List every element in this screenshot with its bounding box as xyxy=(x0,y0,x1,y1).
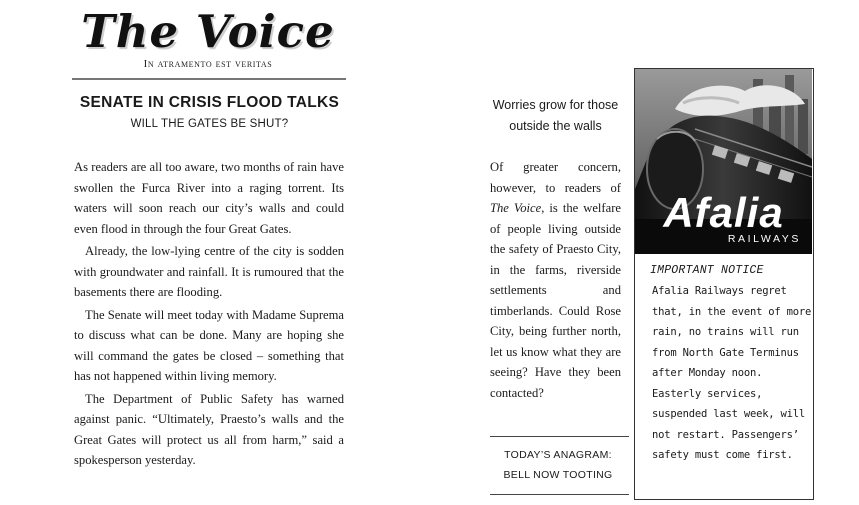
side-article-text: Of greater concern, however, to readers of xyxy=(490,160,621,195)
notice-body: Afalia Railways regret that, in the event of more rain, no trains will run from North Gate Terminus after Monday noon. Easterly services, suspended last week, will not restart. Passengers’ safety must come first. xyxy=(652,285,812,461)
anagram-divider xyxy=(490,436,629,437)
advert-logo: Afalia xyxy=(663,189,784,236)
advert-sublogo: RAILWAYS xyxy=(727,233,801,245)
anagram-divider xyxy=(490,494,629,495)
anagram-label: TODAY’S ANAGRAM: xyxy=(504,449,612,461)
newspaper-motto: In atramento est veritas xyxy=(143,58,273,70)
main-article-headline: SENATE IN CRISIS FLOOD TALKS xyxy=(79,94,340,111)
newspaper-title: The Voice xyxy=(81,5,335,58)
main-article-subheadline: WILL THE GATES BE SHUT? xyxy=(130,118,289,130)
anagram-text: BELL NOW TOOTING xyxy=(503,469,613,481)
main-article-paragraph: As readers are all too aware, two months of rain have swollen the Furca River into a raging torrent. Its waters will soon reach our city’s walls and could even flood in through the four Great Gates. xyxy=(74,160,344,236)
main-article-paragraph: The Department of Public Safety has warned against panic. “Ultimately, Praesto’s walls and the Great Gates will protect us all from harm,” said a spokesperson yesterday. xyxy=(74,391,344,467)
side-article-headline: Worries grow for those outside the walls xyxy=(492,98,619,133)
main-article-paragraph: The Senate will meet today with Madame Suprema to discuss what can be done. Many are hoping she will command the gates be closed – something that has not happened within living memory. xyxy=(74,307,344,383)
main-article-body xyxy=(74,157,344,473)
side-article-text: , is the welfare of people living outside the safety of Praesto City, in the farms, riverside settlements and timberlands. Could Rose City, being further north, let us know what they are seeing? Have they been contacted? xyxy=(490,201,621,400)
masthead xyxy=(68,6,348,70)
notice-heading: IMPORTANT NOTICE xyxy=(650,264,764,277)
side-article-emphasis: The Voice xyxy=(490,201,542,215)
railway-advert xyxy=(634,68,814,500)
masthead-divider xyxy=(72,78,346,80)
side-article-body xyxy=(490,157,621,403)
main-article-paragraph: Already, the low-lying centre of the city is sodden with groundwater and rainfall. It is rumoured that the basements there are flooding. xyxy=(74,244,344,299)
